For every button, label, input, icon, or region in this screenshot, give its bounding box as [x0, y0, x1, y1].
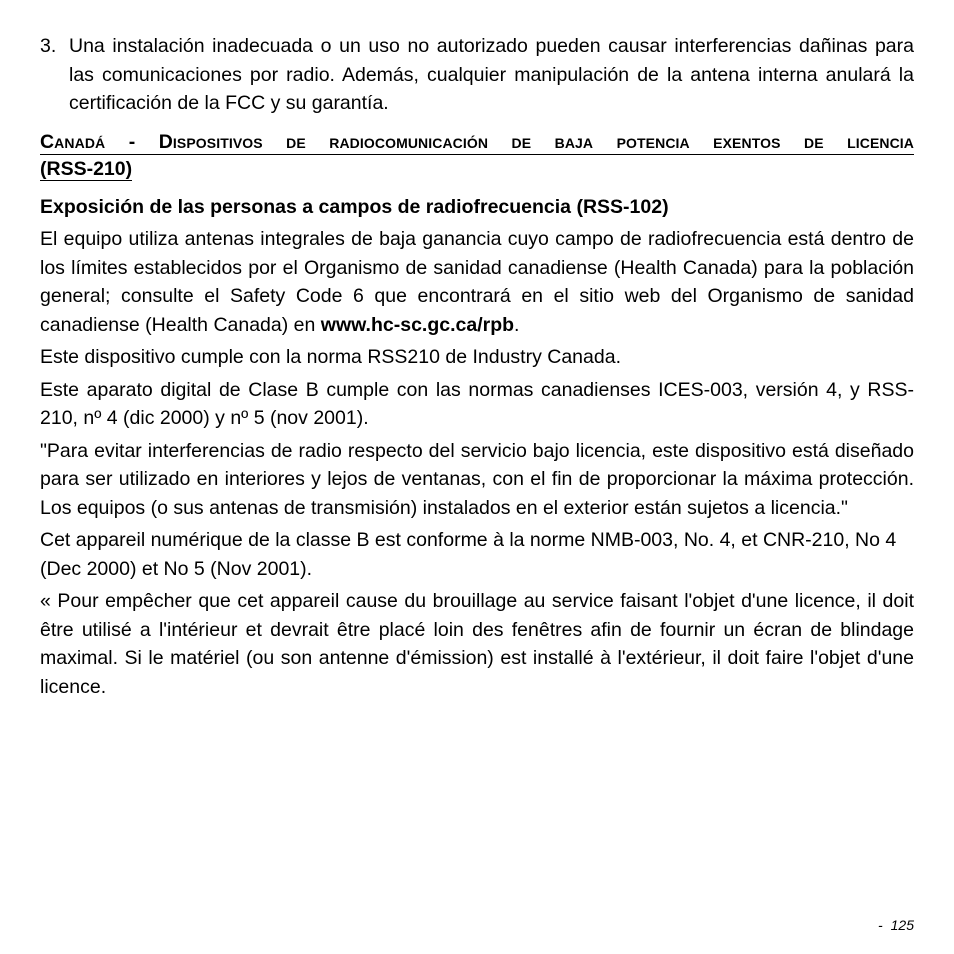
list-item-number: 3.: [40, 35, 57, 57]
paragraph-rss210: Este dispositivo cumple con la norma RSS210 de Industry Canada.: [40, 346, 621, 368]
paragraph-class-b: Este aparato digital de Clase B cumple con las normas canadienses ICES-003, versión 4, y RSS-210, nº 4 (dic 2000) y nº 5 (nov 2001).: [40, 378, 914, 429]
paragraph-text: El equipo utiliza antenas integrales de baja ganancia cuyo campo de radiofrecuencia está dentro de los límites establecidos por el Organismo de sanidad canadiense (Health Canada) para la población general; consulte el Safety Code 6 que encontrará en el sitio web del Organismo de sanidad canadiense (Health Canada) en: [40, 228, 914, 336]
paragraph-french-quote: « Pour empêcher que cet appareil cause du brouillage au service faisant l'objet d'une licence, il doit être utilisé a l'intérieur et devrait être placé loin des fenêtres afin de fournir un écran de blindage maximal. Si le matériel (ou son antenne d'émission) est installé à l'extérieur, il doit faire l'objet d'une licence.: [40, 590, 914, 698]
paragraph-health-canada: [40, 225, 914, 339]
page-footer: [878, 917, 914, 933]
paragraph-french-class-b: Cet appareil numérique de la classe B est conforme à la norme NMB-003, No. 4, et CNR-210, No 4 (Dec 2000) et No 5 (Nov 2001).: [40, 529, 897, 580]
subheading: Exposición de las personas a campos de radiofrecuencia (RSS-102): [40, 195, 669, 218]
section-heading-continuation: (RSS-210): [40, 157, 133, 180]
list-item: [40, 32, 914, 118]
document-page: [40, 32, 914, 705]
list-item-text: Una instalación inadecuada o un uso no autorizado pueden causar interferencias dañinas para las comunicaciones por radio. Además, cualquier manipulación de la antena interna anulará la certificación de la FCC y su garantía.: [69, 35, 914, 114]
paragraph-interference-quote: "Para evitar interferencias de radio respecto del servicio bajo licencia, este dispositivo está diseñado para ser utilizado en interiores y lejos de ventanas, con el fin de proporcionar la máxima protección. Los equipos (o sus antenas de transmisión) instalados en el exterior están sujetos a licencia.": [40, 439, 914, 519]
footer-dash: -: [877, 917, 883, 933]
web-address: www.hc-sc.gc.ca/rpb: [320, 313, 515, 336]
section-heading: Canadá - Dispositivos de radiocomunicación de baja potencia exentos de licencia: [40, 130, 914, 153]
page-number: 125: [890, 917, 914, 933]
paragraph-end: .: [514, 313, 520, 336]
